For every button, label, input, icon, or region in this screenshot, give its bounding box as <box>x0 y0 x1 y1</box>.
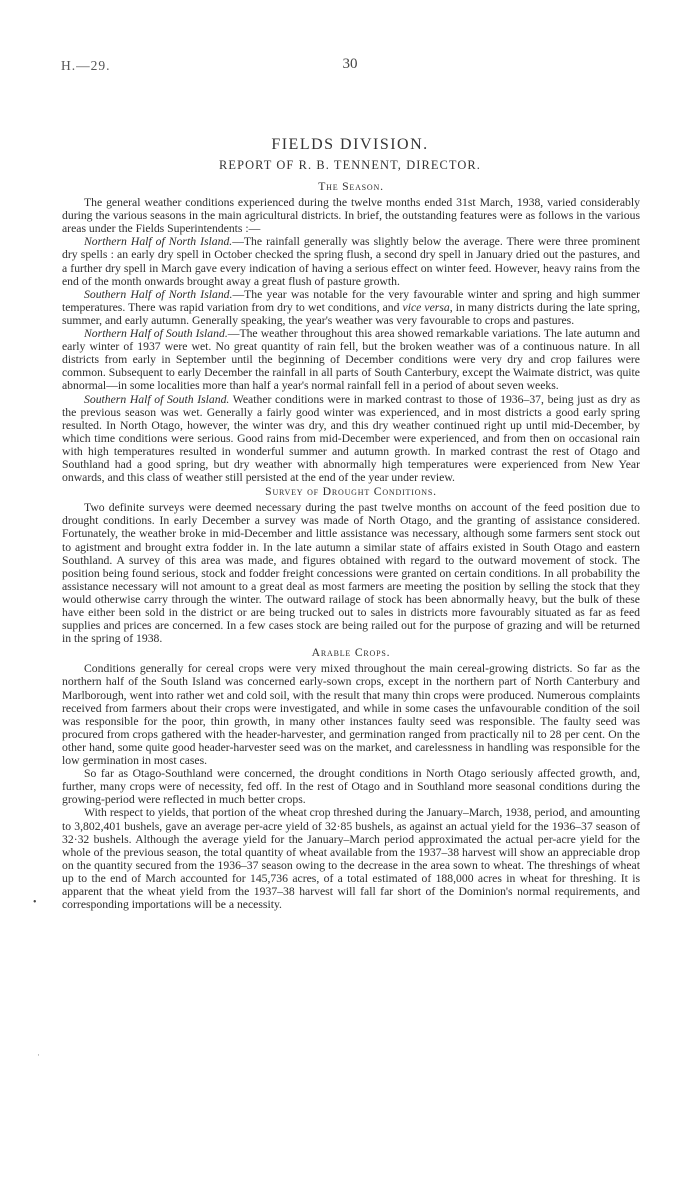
section-heading-drought: Survey of Drought Conditions. <box>265 485 437 499</box>
arable-paragraph-1: Conditions generally for cereal crops were very mixed throughout the main cereal-growing districts. So far as the northern half of the South Island was concerned early-sown crops, except in the northern part of North Canterbury and Marlborough, went into rather wet and cold soil, with the result that many thin crops were produced. Numerous complaints received from farmers about their crops were investigated, and while in some cases the unfavourable condition of the soil was responsible for the poor, thin growth, in many other instances faulty seed was responsible. The faulty seed was procured from crops gathered with the header-harvester, and germination ranged from practically nil to 28 per cent. On the other hand, some quite good header-harvester seed was on the market, and carelessness in handling was responsible for the low germination in most cases. <box>62 662 640 768</box>
region-label: Southern Half of North Island. <box>84 287 233 301</box>
latin-phrase: vice versa <box>402 300 450 314</box>
section-heading-season: The Season. <box>318 180 384 193</box>
drought-paragraph: Two definite surveys were deemed necessary during the past twelve months on account of the feed position due to drought conditions. In early December a survey was made of North Otago, and the granting of assistance considered. Fortunately, the weather broke in mid-December and little assistance was necessary, although some farmers sent stock out to agistment and brought extra fodder in. In the late autumn a similar state of affairs existed in South Otago and eastern Southland. A survey of this area was made, and figures obtained with regard to the outward movement of stock. The position being found serious, stock and fodder freight concessions were granted on certain conditions. In all probability the assistance necessary will not amount to a great deal as most farmers are meeting the position by selling the stock that they would otherwise carry through the winter. The outward railage of stock has been abnormally heavy, but the bulk of these have either been sold in the district or are being trucked out to sales in districts more favourably situated as far as feed supplies and prices are concerned. In a few cases stock are being railed out for the purpose of grazing and will be returned in the spring of 1938. <box>62 501 640 646</box>
report-reference: H.—29. <box>61 58 111 73</box>
season-intro-paragraph: The general weather conditions experienced during the twelve months ended 31st March, 1938, varied considerably during the various seasons in the main agricultural districts. In brief, the outstanding features were as follows in the various areas under the Fields Superintendents :— <box>62 196 640 236</box>
margin-bullet-mark: • <box>33 897 37 908</box>
paragraph-text: Weather conditions were in marked contrast to those of 1936–37, being just as dry as the previous season was wet. Generally a fairly good winter was experienced, and in most districts a good early spring resulted. In North Otago, however, the winter was dry, and this dry weather continued right up until mid-December, by which time conditions were serious. Good rains from mid-December were experienced, and from then on occasional rain with high temperatures resulted in wonderful summer and autumn growth. In marked contrast the rest of Otago and Southland had a good spring, but dry weather with abnormally high temperatures were experienced from New Year onwards, and this class of weather still persisted at the end of the year under review. <box>62 392 640 485</box>
region-label: Northern Half of North Island. <box>84 235 233 249</box>
paragraph-south-north-island <box>62 288 640 327</box>
page-number: 30 <box>342 56 358 72</box>
report-body <box>62 180 640 911</box>
paragraph-south-south-island <box>62 393 640 485</box>
paragraph-text: —The weather throughout this area showed remarkable variations. The late autumn and early winter of 1937 were wet. No great quantity of rain fell, but the broken weather was of a continuous nature. In all districts from early in September until the beginning of December conditions were very dry and crop failures were common. Subsequent to early December the rainfall in all parts of South Canterbury, except the Waimate district, was quite abnormal—in some localities more than half a year's normal rainfall fell in a period of about seven weeks. <box>62 327 641 393</box>
page-title: FIELDS DIVISION. <box>271 136 429 153</box>
region-label: Northern Half of South Island. <box>84 327 228 341</box>
paragraph-text: —The rainfall generally was slightly below the average. There were three prominent dry spells : an early dry spell in October checked the spring flush, a second dry spell in January dried out the pastures, and a further dry spell in March gave every indication of having a serious effect on winter feed. However, heavy rains from the end of the month onwards brought away a great flush of pasture growth. <box>62 235 641 288</box>
section-heading-arable-crops: Arable Crops. <box>311 646 391 660</box>
paragraph-text: —The year was notable for the very favourable winter and spring and high summer temperatures. There was rapid variation from dry to wet conditions, and <box>62 287 640 314</box>
paragraph-north-south-island <box>62 327 640 392</box>
region-label: Southern Half of South Island. <box>84 392 230 406</box>
arable-paragraph-3: With respect to yields, that portion of the wheat crop threshed during the January–March, 1938, period, and amounting to 3,802,401 bushels, gave an average per-acre yield of 32·85 bushels, as against an actual yield for the 1936–37 season of 32·32 bushels. Although the average yield for the January–March period approximated the actual per-acre yield for the whole of the previous season, the total quantity of wheat available from the 1937–38 harvest will show an appreciable drop on the quantity secured from the 1936–37 season owing to the decrease in the area sown to wheat. The threshings of wheat up to the end of March accounted for 145,736 acres, of a total estimated of 188,000 acres in wheat for threshing. It is apparent that the wheat yield from the 1937–38 harvest will fall far short of the Dominion's normal requirements, and corresponding importations will be a necessity. <box>62 806 640 912</box>
paragraph-north-north-island <box>62 235 640 287</box>
margin-dot-mark: · <box>37 1050 40 1060</box>
report-subtitle: REPORT OF R. B. TENNENT, DIRECTOR. <box>219 158 481 172</box>
paragraph-text: , in many districts during the late spring, summer, and early autumn. Generally speaking, the year's weather was very favourable to crops and pastures. <box>62 300 641 327</box>
arable-paragraph-2: So far as Otago-Southland were concerned, the drought conditions in North Otago seriously affected growth, and, further, many crops were of necessity, fed off. In the rest of Otago and in Southland more seasonal conditions during the growing-period were reflected in much better crops. <box>62 767 640 807</box>
